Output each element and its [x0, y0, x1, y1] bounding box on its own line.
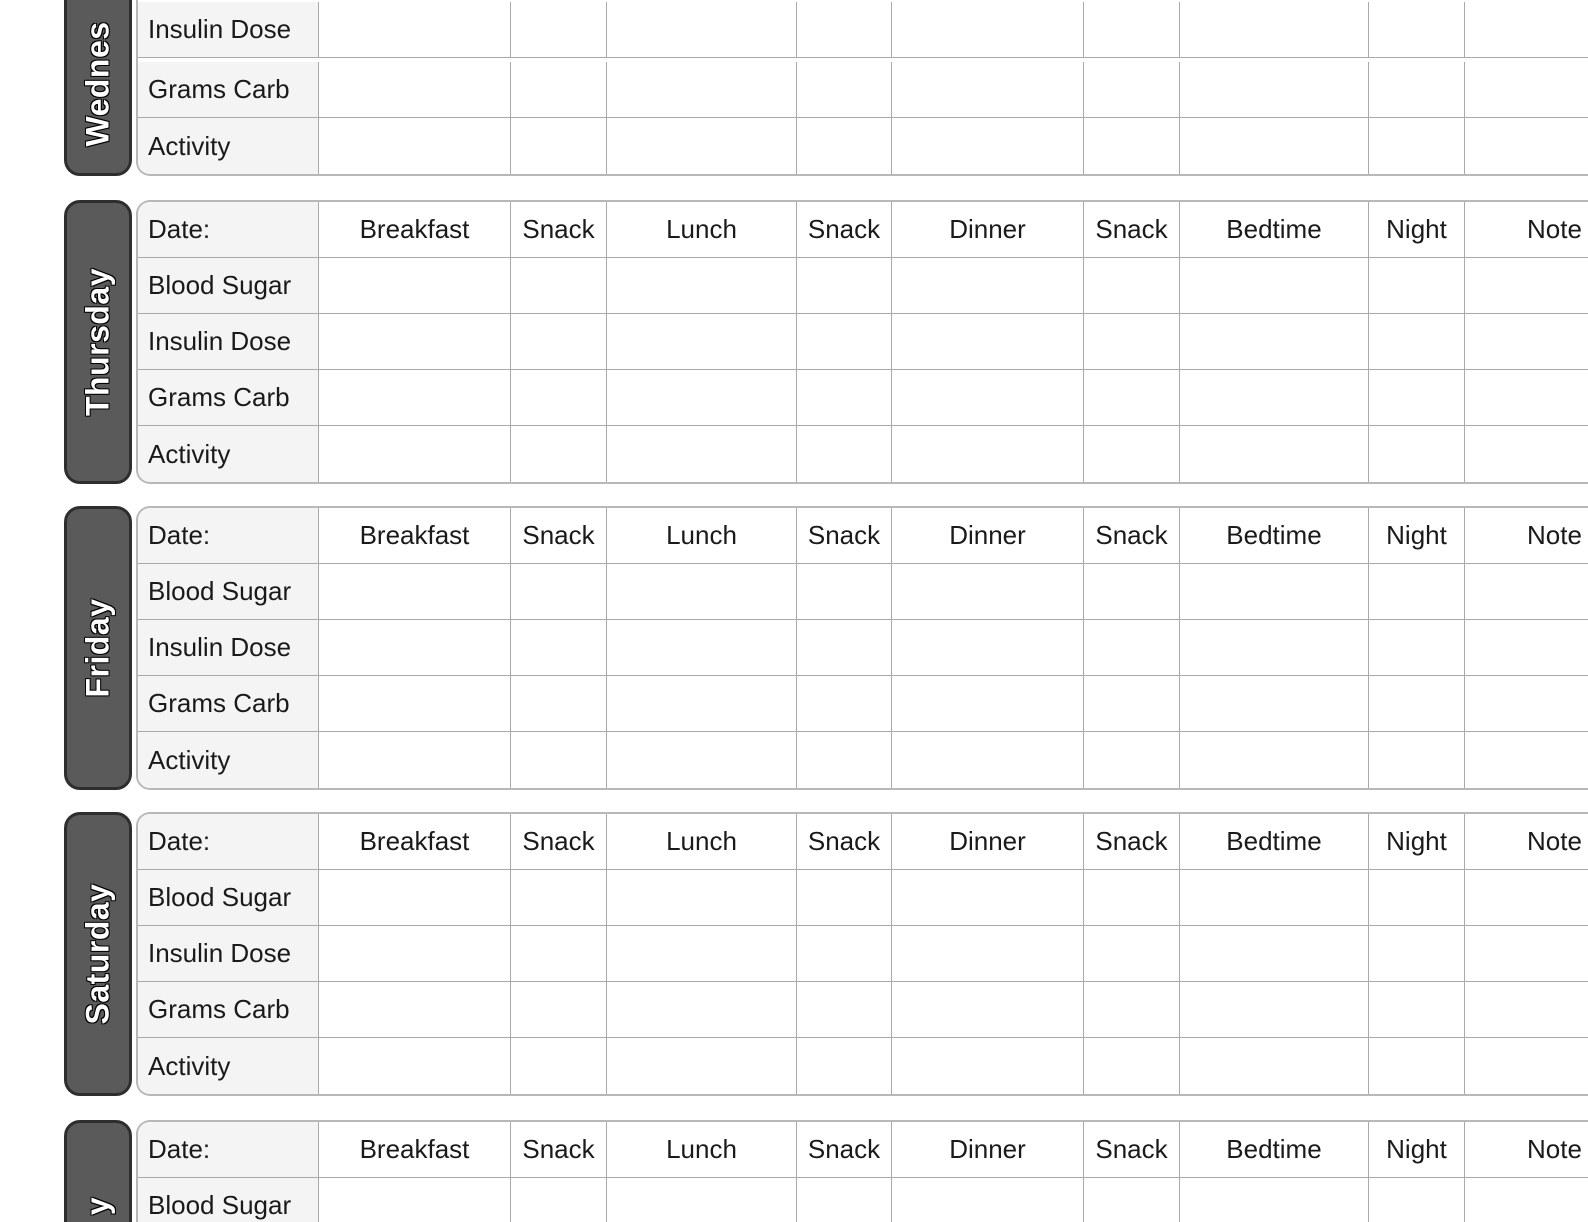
entry-cell[interactable] — [511, 426, 607, 482]
entry-cell[interactable] — [607, 564, 797, 619]
row-label: Date: — [138, 814, 319, 869]
data-row-activity — [138, 426, 1588, 482]
entry-cell[interactable] — [797, 926, 892, 981]
log-grid — [136, 0, 1588, 176]
col-header-breakfast: Breakfast — [319, 814, 511, 869]
row-label: Insulin Dose — [138, 314, 319, 369]
entry-cell[interactable] — [1084, 870, 1180, 925]
entry-cell[interactable] — [1369, 314, 1465, 369]
entry-cell[interactable] — [1180, 1178, 1369, 1222]
entry-cell[interactable] — [797, 870, 892, 925]
entry-cell[interactable] — [797, 62, 892, 117]
entry-cell[interactable] — [319, 982, 511, 1037]
day-label: y — [79, 1197, 116, 1216]
entry-cell[interactable] — [1180, 982, 1369, 1037]
entry-cell[interactable] — [892, 1038, 1084, 1094]
row-label: Grams Carb — [138, 676, 319, 731]
log-grid — [136, 200, 1588, 484]
entry-cell[interactable] — [892, 314, 1084, 369]
data-row-blood-sugar — [138, 1178, 1588, 1222]
entry-cell[interactable] — [1180, 426, 1369, 482]
entry-cell[interactable] — [319, 870, 511, 925]
col-header-notes: Note — [1527, 520, 1582, 550]
entry-cell[interactable] — [797, 118, 892, 174]
col-header-lunch: Lunch — [607, 508, 797, 563]
col-header-dinner: Dinner — [892, 1122, 1084, 1177]
day-label: Friday — [79, 598, 116, 698]
day-block-wednesday — [64, 0, 1588, 176]
day-block-sunday — [64, 1120, 1588, 1222]
entry-cell[interactable] — [892, 118, 1084, 174]
col-header-lunch: Lunch — [607, 1122, 797, 1177]
col-header-breakfast: Breakfast — [319, 1122, 511, 1177]
notes-cell[interactable] — [1465, 258, 1588, 313]
entry-cell[interactable] — [797, 676, 892, 731]
row-label: Date: — [138, 1122, 319, 1177]
entry-cell[interactable] — [319, 564, 511, 619]
col-header-dinner: Dinner — [892, 814, 1084, 869]
day-tab-wednesday — [64, 0, 132, 176]
entry-cell[interactable] — [892, 1178, 1084, 1222]
entry-cell[interactable] — [319, 258, 511, 313]
entry-cell[interactable] — [1084, 2, 1180, 57]
entry-cell[interactable] — [797, 982, 892, 1037]
entry-cell[interactable] — [1369, 370, 1465, 425]
notes-cell[interactable] — [1465, 1038, 1588, 1094]
col-header-snack: Snack — [797, 1122, 892, 1177]
entry-cell[interactable] — [1180, 2, 1369, 57]
entry-cell[interactable] — [892, 370, 1084, 425]
col-header-notes: Note — [1527, 214, 1582, 244]
entry-cell[interactable] — [1369, 1038, 1465, 1094]
entry-cell[interactable] — [1084, 1038, 1180, 1094]
col-header-bedtime: Bedtime — [1180, 814, 1369, 869]
data-row-insulin-dose — [138, 314, 1588, 370]
entry-cell[interactable] — [607, 870, 797, 925]
entry-cell[interactable] — [892, 62, 1084, 117]
col-header-snack: Snack — [797, 202, 892, 257]
row-label: Blood Sugar — [138, 564, 319, 619]
entry-cell[interactable] — [1180, 118, 1369, 174]
data-row-grams-carb — [138, 676, 1588, 732]
entry-cell[interactable] — [319, 118, 511, 174]
entry-cell[interactable] — [1180, 258, 1369, 313]
row-label: Insulin Dose — [138, 620, 319, 675]
col-header-dinner: Dinner — [892, 508, 1084, 563]
entry-cell[interactable] — [319, 314, 511, 369]
entry-cell[interactable] — [797, 258, 892, 313]
notes-cell[interactable] — [1465, 314, 1588, 369]
entry-cell[interactable] — [607, 118, 797, 174]
data-row-insulin-dose — [138, 2, 1588, 58]
row-label: Grams Carb — [138, 62, 319, 117]
col-header-snack: Snack — [1084, 508, 1180, 563]
entry-cell[interactable] — [1180, 314, 1369, 369]
header-row — [138, 508, 1588, 564]
entry-cell[interactable] — [1084, 926, 1180, 981]
header-row — [138, 814, 1588, 870]
entry-cell[interactable] — [511, 1178, 607, 1222]
entry-cell[interactable] — [511, 870, 607, 925]
entry-cell[interactable] — [1084, 118, 1180, 174]
entry-cell[interactable] — [797, 620, 892, 675]
entry-cell[interactable] — [892, 732, 1084, 788]
row-label: Grams Carb — [138, 370, 319, 425]
entry-cell[interactable] — [1084, 258, 1180, 313]
notes-cell[interactable] — [1465, 676, 1588, 731]
row-label: Activity — [138, 732, 319, 788]
entry-cell[interactable] — [319, 62, 511, 117]
entry-cell[interactable] — [511, 118, 607, 174]
entry-cell[interactable] — [1084, 982, 1180, 1037]
entry-cell[interactable] — [1084, 1178, 1180, 1222]
notes-cell[interactable] — [1465, 620, 1588, 675]
col-header-breakfast: Breakfast — [319, 202, 511, 257]
col-header-night: Night — [1369, 508, 1465, 563]
col-header-night: Night — [1369, 1122, 1465, 1177]
entry-cell[interactable] — [1369, 676, 1465, 731]
col-header-snack: Snack — [1084, 814, 1180, 869]
entry-cell[interactable] — [1180, 870, 1369, 925]
entry-cell[interactable] — [892, 564, 1084, 619]
entry-cell[interactable] — [1084, 62, 1180, 117]
entry-cell[interactable] — [1084, 314, 1180, 369]
entry-cell[interactable] — [1180, 62, 1369, 117]
entry-cell[interactable] — [1084, 620, 1180, 675]
entry-cell[interactable] — [892, 620, 1084, 675]
entry-cell[interactable] — [892, 926, 1084, 981]
col-header-night: Night — [1369, 202, 1465, 257]
entry-cell[interactable] — [511, 370, 607, 425]
day-block-saturday — [64, 812, 1588, 1096]
entry-cell[interactable] — [607, 982, 797, 1037]
row-label: Activity — [138, 426, 319, 482]
notes-cell[interactable] — [1465, 1178, 1588, 1222]
row-label: Blood Sugar — [138, 258, 319, 313]
entry-cell[interactable] — [1369, 732, 1465, 788]
day-block-friday — [64, 506, 1588, 790]
entry-cell[interactable] — [1180, 620, 1369, 675]
entry-cell[interactable] — [511, 620, 607, 675]
col-header-snack: Snack — [511, 202, 607, 257]
data-row-activity — [138, 1038, 1588, 1094]
entry-cell[interactable] — [607, 926, 797, 981]
entry-cell[interactable] — [607, 732, 797, 788]
entry-cell[interactable] — [1369, 62, 1465, 117]
entry-cell[interactable] — [607, 370, 797, 425]
entry-cell[interactable] — [797, 1038, 892, 1094]
entry-cell[interactable] — [1084, 732, 1180, 788]
entry-cell[interactable] — [1369, 564, 1465, 619]
notes-cell[interactable] — [1465, 62, 1588, 117]
entry-cell[interactable] — [511, 564, 607, 619]
entry-cell[interactable] — [607, 2, 797, 57]
col-header-bedtime: Bedtime — [1180, 202, 1369, 257]
col-header-notes: Note — [1527, 1134, 1582, 1164]
entry-cell[interactable] — [797, 732, 892, 788]
row-label: Insulin Dose — [138, 2, 319, 57]
row-label: Date: — [138, 508, 319, 563]
notes-cell[interactable] — [1465, 564, 1588, 619]
day-tab-sunday — [64, 1120, 132, 1222]
day-tab-friday — [64, 506, 132, 790]
data-row-blood-sugar — [138, 564, 1588, 620]
day-block-thursday — [64, 200, 1588, 484]
entry-cell[interactable] — [892, 870, 1084, 925]
entry-cell[interactable] — [607, 314, 797, 369]
day-label: Thursday — [79, 267, 116, 417]
entry-cell[interactable] — [511, 676, 607, 731]
entry-cell[interactable] — [1369, 2, 1465, 57]
notes-cell[interactable] — [1465, 926, 1588, 981]
entry-cell[interactable] — [892, 2, 1084, 57]
col-header-snack: Snack — [511, 814, 607, 869]
notes-cell[interactable] — [1465, 2, 1588, 57]
entry-cell[interactable] — [1084, 426, 1180, 482]
col-header-dinner: Dinner — [892, 202, 1084, 257]
entry-cell[interactable] — [797, 426, 892, 482]
col-header-lunch: Lunch — [607, 202, 797, 257]
row-label: Blood Sugar — [138, 870, 319, 925]
entry-cell[interactable] — [797, 1178, 892, 1222]
entry-cell[interactable] — [511, 1038, 607, 1094]
notes-cell[interactable] — [1465, 426, 1588, 482]
data-row-activity — [138, 732, 1588, 788]
entry-cell[interactable] — [1369, 1178, 1465, 1222]
row-label: Activity — [138, 1038, 319, 1094]
data-row-blood-sugar — [138, 258, 1588, 314]
log-grid — [136, 1120, 1588, 1222]
entry-cell[interactable] — [319, 620, 511, 675]
day-tab-saturday — [64, 812, 132, 1096]
col-header-snack: Snack — [1084, 202, 1180, 257]
row-label: Activity — [138, 118, 319, 174]
entry-cell[interactable] — [1180, 926, 1369, 981]
entry-cell[interactable] — [1180, 564, 1369, 619]
header-row — [138, 1122, 1588, 1178]
notes-cell[interactable] — [1465, 370, 1588, 425]
log-grid — [136, 812, 1588, 1096]
entry-cell[interactable] — [1180, 370, 1369, 425]
entry-cell[interactable] — [511, 732, 607, 788]
entry-cell[interactable] — [1369, 982, 1465, 1037]
entry-cell[interactable] — [607, 426, 797, 482]
entry-cell[interactable] — [511, 258, 607, 313]
col-header-snack: Snack — [797, 814, 892, 869]
entry-cell[interactable] — [797, 2, 892, 57]
notes-cell[interactable] — [1465, 870, 1588, 925]
entry-cell[interactable] — [607, 1178, 797, 1222]
header-row — [138, 202, 1588, 258]
entry-cell[interactable] — [319, 1038, 511, 1094]
entry-cell[interactable] — [319, 426, 511, 482]
col-header-notes: Note — [1527, 826, 1582, 856]
entry-cell[interactable] — [892, 982, 1084, 1037]
data-row-grams-carb — [138, 982, 1588, 1038]
entry-cell[interactable] — [1084, 676, 1180, 731]
data-row-grams-carb — [138, 62, 1588, 118]
log-grid — [136, 506, 1588, 790]
col-header-breakfast: Breakfast — [319, 508, 511, 563]
col-header-lunch: Lunch — [607, 814, 797, 869]
col-header-snack: Snack — [797, 508, 892, 563]
data-row-insulin-dose — [138, 620, 1588, 676]
entry-cell[interactable] — [1369, 118, 1465, 174]
entry-cell[interactable] — [1084, 370, 1180, 425]
entry-cell[interactable] — [319, 732, 511, 788]
row-label: Grams Carb — [138, 982, 319, 1037]
entry-cell[interactable] — [607, 1038, 797, 1094]
col-header-bedtime: Bedtime — [1180, 508, 1369, 563]
data-row-insulin-dose — [138, 926, 1588, 982]
entry-cell[interactable] — [1369, 926, 1465, 981]
day-label: Saturday — [79, 883, 116, 1025]
day-tab-thursday — [64, 200, 132, 484]
data-row-activity — [138, 118, 1588, 174]
entry-cell[interactable] — [607, 620, 797, 675]
entry-cell[interactable] — [797, 314, 892, 369]
notes-cell[interactable] — [1465, 118, 1588, 174]
data-row-grams-carb — [138, 370, 1588, 426]
entry-cell[interactable] — [319, 2, 511, 57]
entry-cell[interactable] — [319, 370, 511, 425]
entry-cell[interactable] — [1369, 258, 1465, 313]
entry-cell[interactable] — [511, 982, 607, 1037]
entry-cell[interactable] — [607, 676, 797, 731]
entry-cell[interactable] — [1369, 426, 1465, 482]
col-header-night: Night — [1369, 814, 1465, 869]
col-header-snack: Snack — [511, 508, 607, 563]
entry-cell[interactable] — [319, 926, 511, 981]
row-label: Date: — [138, 202, 319, 257]
entry-cell[interactable] — [1180, 732, 1369, 788]
entry-cell[interactable] — [319, 676, 511, 731]
col-header-bedtime: Bedtime — [1180, 1122, 1369, 1177]
entry-cell[interactable] — [511, 62, 607, 117]
entry-cell[interactable] — [319, 1178, 511, 1222]
entry-cell[interactable] — [511, 2, 607, 57]
entry-cell[interactable] — [607, 62, 797, 117]
entry-cell[interactable] — [511, 314, 607, 369]
entry-cell[interactable] — [892, 258, 1084, 313]
entry-cell[interactable] — [1180, 1038, 1369, 1094]
entry-cell[interactable] — [892, 426, 1084, 482]
entry-cell[interactable] — [1180, 676, 1369, 731]
entry-cell[interactable] — [1084, 564, 1180, 619]
entry-cell[interactable] — [1369, 620, 1465, 675]
notes-cell[interactable] — [1465, 982, 1588, 1037]
row-label: Insulin Dose — [138, 926, 319, 981]
entry-cell[interactable] — [1369, 870, 1465, 925]
row-label: Blood Sugar — [138, 1178, 319, 1222]
data-row-blood-sugar — [138, 870, 1588, 926]
col-header-snack: Snack — [1084, 1122, 1180, 1177]
entry-cell[interactable] — [511, 926, 607, 981]
entry-cell[interactable] — [892, 676, 1084, 731]
day-label: Wednes — [79, 21, 116, 147]
notes-cell[interactable] — [1465, 732, 1588, 788]
col-header-snack: Snack — [511, 1122, 607, 1177]
entry-cell[interactable] — [607, 258, 797, 313]
entry-cell[interactable] — [797, 564, 892, 619]
entry-cell[interactable] — [797, 370, 892, 425]
